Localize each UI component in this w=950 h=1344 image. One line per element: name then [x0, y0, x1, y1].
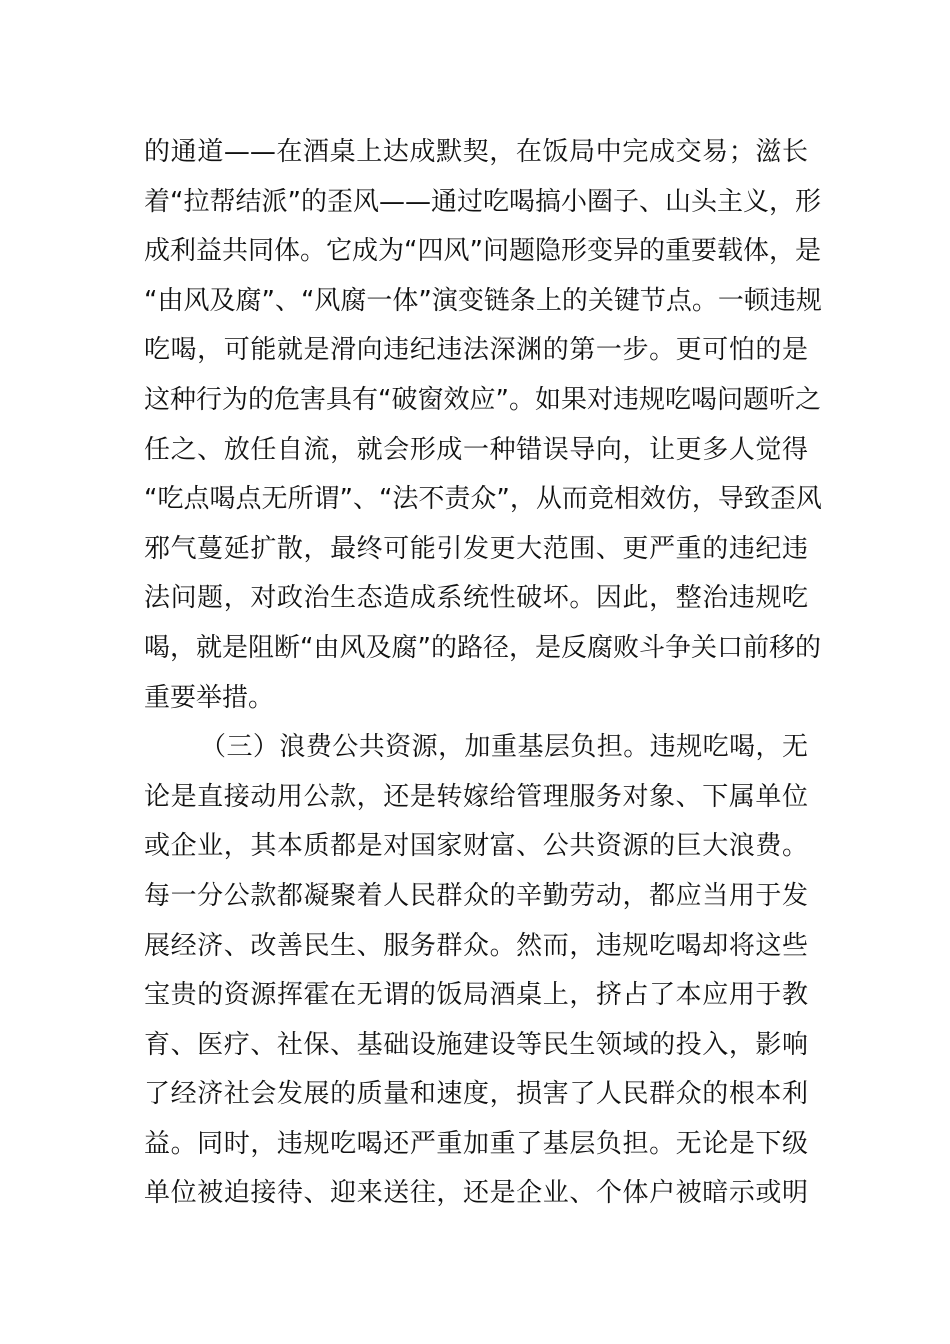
text-line: 任之、放任自流，就会形成一种错误导向，让更多人觉得: [144, 434, 808, 465]
text-line: 益。同时，违规吃喝还严重加重了基层负担。无论是下级: [144, 1128, 808, 1159]
text-line: 邪气蔓延扩散，最终可能引发更大范围、更严重的违纪违: [144, 533, 808, 564]
text-line: 或企业，其本质都是对国家财富、公共资源的巨大浪费。: [144, 831, 808, 862]
text-line: 展经济、改善民生、服务群众。然而，违规吃喝却将这些: [144, 930, 808, 961]
paragraph-2: [144, 723, 808, 1219]
text-line: 法问题，对政治生态造成系统性破坏。因此，整治违规吃: [144, 583, 808, 614]
text-line: 这种行为的危害具有“破窗效应”。如果对违规吃喝问题听之: [144, 384, 821, 415]
text-line: 的通道——在酒桌上达成默契，在饭局中完成交易；滋长: [144, 137, 808, 167]
text-line: 单位被迫接待、迎来送往，还是企业、个体户被暗示或明: [144, 1178, 808, 1209]
text-line: “由风及腐”、“风腐一体”演变链条上的关键节点。一顿违规: [144, 285, 822, 316]
text-line: 吃喝，可能就是滑向违纪违法深渊的第一步。更可怕的是: [144, 335, 808, 366]
paragraph-1: [144, 128, 822, 723]
text-line: 重要举措。: [144, 682, 275, 713]
text-line: “吃点喝点无所谓”、“法不责众”，从而竞相效仿，导致歪风: [144, 484, 822, 515]
section-heading-line: （三）浪费公共资源，加重基层负担。违规吃喝，无: [200, 732, 808, 763]
text-line: 育、医疗、社保、基础设施建设等民生领域的投入，影响: [144, 1029, 808, 1060]
text-line: 每一分公款都凝聚着人民群众的辛勤劳动，都应当用于发: [144, 880, 808, 911]
text-line: 宝贵的资源挥霍在无谓的饭局酒桌上，挤占了本应用于教: [144, 980, 808, 1011]
text-line: 喝，就是阻断“由风及腐”的路径，是反腐败斗争关口前移的: [144, 632, 821, 663]
body-text: [144, 128, 822, 1219]
text-line: 了经济社会发展的质量和速度，损害了人民群众的根本利: [144, 1079, 808, 1110]
text-line: 成利益共同体。它成为“四风”问题隐形变异的重要载体，是: [144, 236, 821, 267]
text-line: 着“拉帮结派”的歪风——通过吃喝搞小圈子、山头主义，形: [144, 186, 821, 217]
text-line: 论是直接动用公款，还是转嫁给管理服务对象、下属单位: [144, 781, 808, 812]
